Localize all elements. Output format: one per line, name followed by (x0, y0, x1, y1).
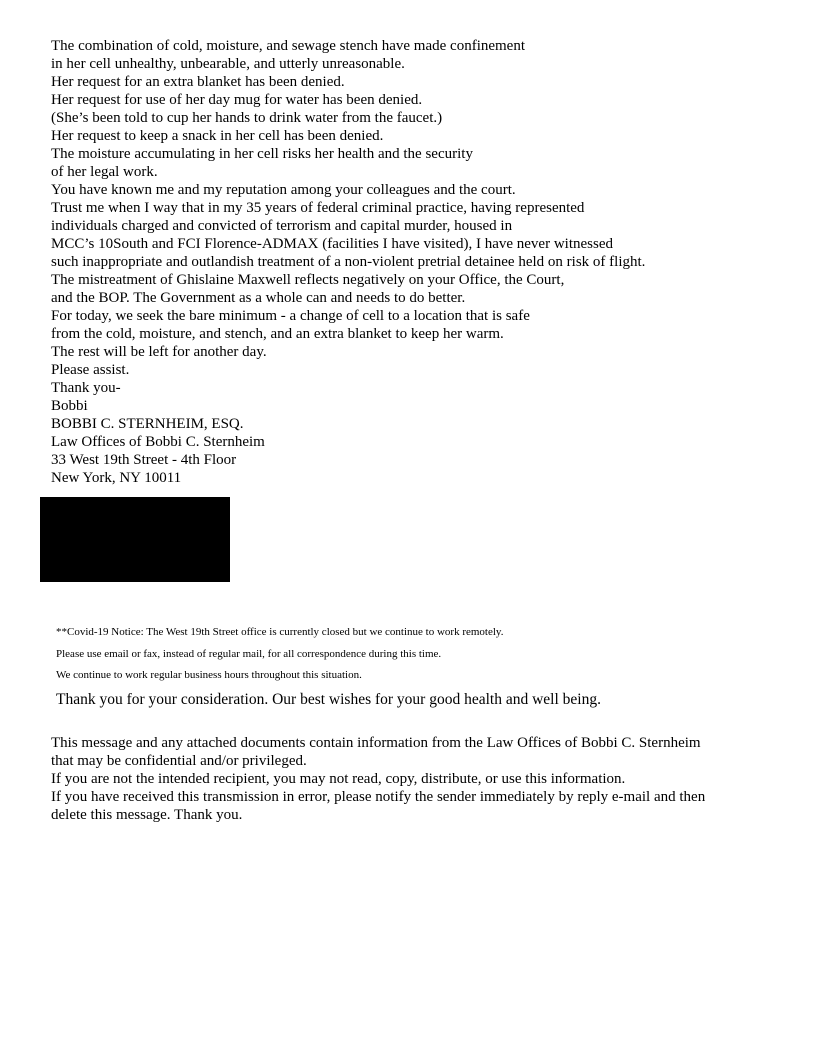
disclaimer-line: If you have received this transmission in error, please notify the sender immediately by reply e-mail and then (51, 789, 706, 805)
letter-line: MCC’s 10South and FCI Florence-ADMAX (facilities I have visited), I have never witnessed (51, 236, 613, 252)
letter-line: from the cold, moisture, and stench, and an extra blanket to keep her warm. (51, 326, 504, 342)
letter-line: such inappropriate and outlandish treatment of a non-violent pretrial detainee held on risk of flight. (51, 254, 646, 270)
letter-line: The mistreatment of Ghislaine Maxwell reflects negatively on your Office, the Court, (51, 272, 565, 288)
signature-name: BOBBI C. STERNHEIM, ESQ. (51, 416, 244, 432)
letter-line: Please assist. (51, 362, 130, 378)
letter-line: Her request to keep a snack in her cell has been denied. (51, 128, 384, 144)
letter-line: Bobbi (51, 398, 88, 414)
signature-address-line1: 33 West 19th Street - 4th Floor (51, 452, 237, 468)
disclaimer-line: If you are not the intended recipient, you may not read, copy, distribute, or use this information. (51, 771, 626, 787)
redaction-block (40, 497, 230, 582)
letter-line: The combination of cold, moisture, and sewage stench have made confinement (51, 38, 526, 54)
letter-line: and the BOP. The Government as a whole can and needs to do better. (51, 290, 466, 306)
signature-firm: Law Offices of Bobbi C. Sternheim (51, 434, 265, 450)
letter-line: The moisture accumulating in her cell risks her health and the security (51, 146, 473, 162)
letter-body (51, 37, 791, 487)
confidentiality-disclaimer (51, 734, 791, 824)
letter-line: Her request for an extra blanket has been denied. (51, 74, 345, 90)
disclaimer-line: This message and any attached documents contain information from the Law Offices of Bobbi C. Sternheim (51, 735, 701, 751)
disclaimer-line: that may be confidential and/or privileged. (51, 753, 307, 769)
letter-line: (She’s been told to cup her hands to drink water from the faucet.) (51, 110, 443, 126)
letter-line: You have known me and my reputation among your colleagues and the court. (51, 182, 516, 198)
signature-address-line2: New York, NY 10011 (51, 470, 182, 486)
letter-line: of her legal work. (51, 164, 158, 180)
covid-notice (56, 625, 796, 690)
letter-line: in her cell unhealthy, unbearable, and utterly unreasonable. (51, 56, 405, 72)
covid-notice-line: We continue to work regular business hours throughout this situation. (56, 669, 362, 681)
closing-thanks: Thank you for your consideration. Our best wishes for your good health and well being. (56, 691, 601, 708)
letter-line: For today, we seek the bare minimum - a change of cell to a location that is safe (51, 308, 530, 324)
disclaimer-line: delete this message. Thank you. (51, 807, 243, 823)
covid-notice-line: Please use email or fax, instead of regular mail, for all correspondence during this time. (56, 647, 442, 660)
letter-line: The rest will be left for another day. (51, 344, 267, 360)
letter-line: Her request for use of her day mug for water has been denied. (51, 92, 423, 108)
covid-notice-line: **Covid-19 Notice: The West 19th Street office is currently closed but we continue to work remotely. (56, 626, 504, 638)
letter-line: individuals charged and convicted of terrorism and capital murder, housed in (51, 218, 513, 234)
letter-line: Thank you- (51, 380, 121, 396)
letter-line: Trust me when I way that in my 35 years of federal criminal practice, having represented (51, 200, 585, 216)
